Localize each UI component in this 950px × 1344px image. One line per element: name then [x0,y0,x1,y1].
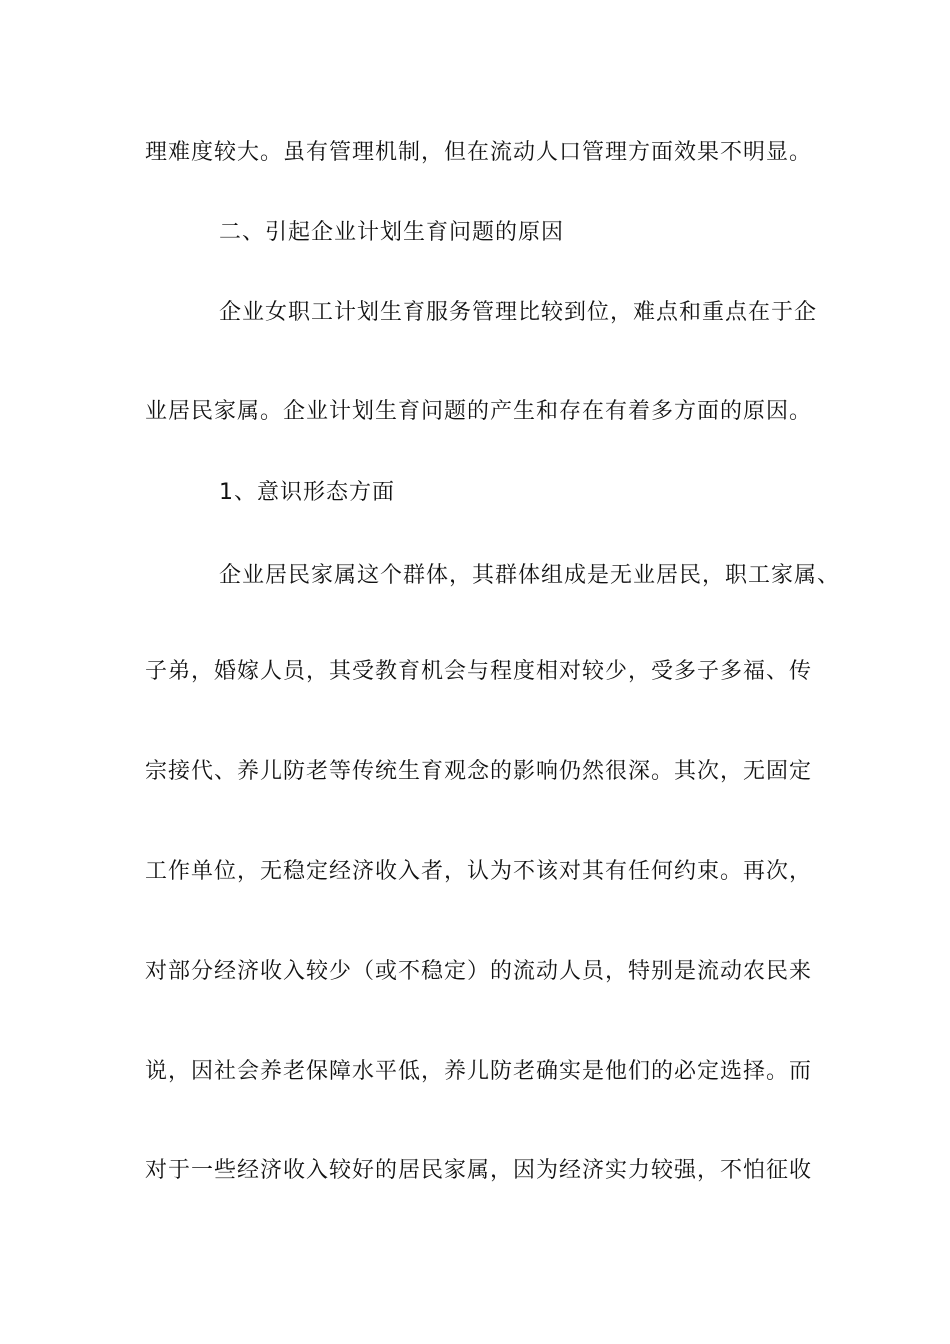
paragraph-line: 对部分经济收入较少（或不稳定）的流动人员，特别是流动农民来 [145,959,813,984]
paragraph-line: 子弟，婚嫁人员，其受教育机会与程度相对较少，受多子多福、传 [145,659,813,684]
paragraph-line: 企业女职工计划生育服务管理比较到位，难点和重点在于企 [219,300,818,325]
paragraph-line: 说，因社会养老保障水平低，养儿防老确实是他们的必定选择。而 [145,1059,813,1084]
paragraph-line: 企业居民家属这个群体，其群体组成是无业居民，职工家属、 [219,563,841,588]
paragraph-line: 对于一些经济收入较好的居民家属，因为经济实力较强，不怕征收 [145,1158,813,1183]
subsection-heading: 1、意识形态方面 [219,480,395,505]
paragraph-line: 业居民家属。企业计划生育问题的产生和存在有着多方面的原因。 [145,399,813,424]
section-heading: 二、引起企业计划生育问题的原因 [219,220,565,245]
paragraph-line: 工作单位，无稳定经济收入者，认为不该对其有任何约束。再次， [145,859,813,884]
paragraph-line: 宗接代、养儿防老等传统生育观念的影响仍然很深。其次，无固定 [145,759,813,784]
paragraph-line: 理难度较大。虽有管理机制，但在流动人口管理方面效果不明显。 [145,140,813,165]
